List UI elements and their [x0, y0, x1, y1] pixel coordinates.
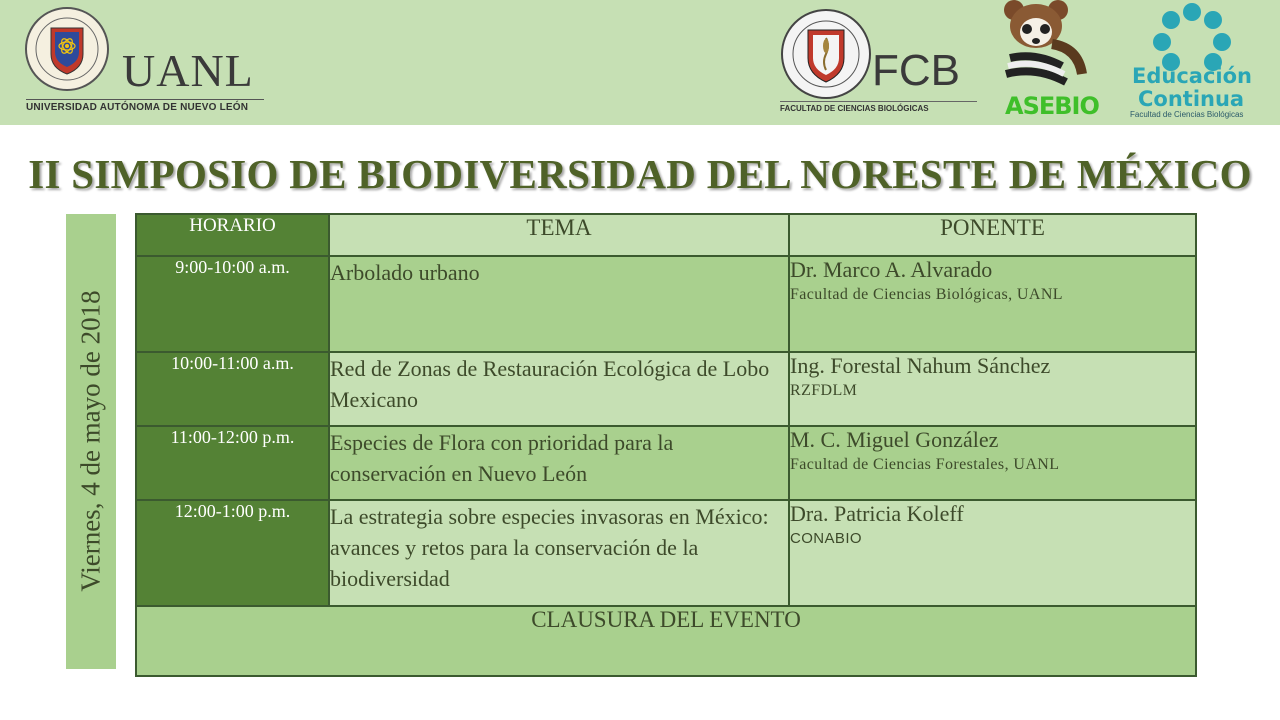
header-tema: TEMA — [329, 214, 789, 256]
uanl-name: UANL — [122, 45, 254, 96]
row-ponente: Ing. Forestal Nahum Sánchez — [790, 353, 1051, 378]
table-row — [136, 426, 1196, 500]
closing-text: CLAUSURA DEL EVENTO — [136, 606, 1196, 676]
row-afiliacion: CONABIO — [790, 530, 862, 547]
educacion-continua-line1: Educación — [1132, 64, 1252, 88]
row-ponente-cell — [789, 426, 1196, 500]
row-tema: La estrategia sobre especies invasoras en México: avances y retos para la conservación de la biodiversidad — [329, 500, 789, 606]
educacion-continua-line2: Continua — [1138, 87, 1245, 111]
table-row — [136, 352, 1196, 426]
table-row — [136, 500, 1196, 606]
educacion-continua-subtitle: Facultad de Ciencias Biológicas — [1130, 110, 1244, 119]
uanl-divider — [26, 99, 264, 100]
row-ponente-cell — [789, 256, 1196, 352]
row-time: 9:00-10:00 a.m. — [136, 256, 329, 352]
header-ponente: PONENTE — [789, 214, 1196, 256]
fcb-seal-logo — [780, 8, 872, 100]
row-tema: Red de Zonas de Restauración Ecológica de Lobo Mexicano — [329, 352, 789, 426]
row-ponente: Dra. Patricia Koleff — [790, 501, 964, 526]
row-time: 10:00-11:00 a.m. — [136, 352, 329, 426]
row-ponente: M. C. Miguel González — [790, 427, 999, 452]
row-afiliacion: RZFDLM — [790, 382, 858, 399]
closing-row — [136, 606, 1196, 676]
fcb-divider — [780, 101, 977, 102]
row-tema: Arbolado urbano — [329, 256, 789, 352]
row-ponente-cell — [789, 500, 1196, 606]
event-date: Viernes, 4 de mayo de 2018 — [75, 290, 106, 592]
row-afiliacion: Facultad de Ciencias Forestales, UANL — [790, 456, 1060, 473]
row-time: 11:00-12:00 p.m. — [136, 426, 329, 500]
table-row — [136, 256, 1196, 352]
row-ponente: Dr. Marco A. Alvarado — [790, 257, 993, 282]
table-header-row — [136, 214, 1196, 256]
page-title: II SIMPOSIO DE BIODIVERSIDAD DEL NORESTE DE MÉXICO — [28, 151, 1252, 197]
fcb-name: FCB — [872, 46, 960, 95]
fcb-subtitle: FACULTAD DE CIENCIAS BIOLÓGICAS — [780, 104, 929, 113]
uanl-subtitle: UNIVERSIDAD AUTÓNOMA DE NUEVO LEÓN — [26, 102, 249, 113]
header-horario: HORARIO — [136, 214, 329, 256]
asebio-lemur-logo — [994, 0, 1098, 104]
uanl-seal-logo — [24, 6, 110, 92]
schedule-table — [135, 213, 1197, 677]
row-afiliacion: Facultad de Ciencias Biológicas, UANL — [790, 286, 1063, 303]
asebio-name: ASEBIO — [1005, 92, 1099, 120]
row-ponente-cell — [789, 352, 1196, 426]
header-banner — [0, 0, 1280, 125]
row-tema: Especies de Flora con prioridad para la conservación en Nuevo León — [329, 426, 789, 500]
row-time: 12:00-1:00 p.m. — [136, 500, 329, 606]
